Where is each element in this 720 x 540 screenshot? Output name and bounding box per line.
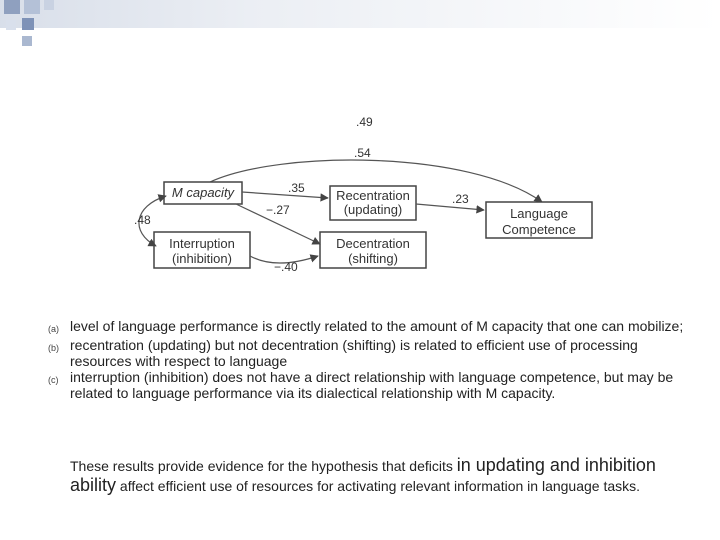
conclusion-paragraph xyxy=(70,456,700,496)
coef-m-interruption: .48 xyxy=(134,213,151,227)
node-m-capacity-label: M capacity xyxy=(171,185,235,200)
node-recentration-label-1: Recentration xyxy=(336,188,410,203)
node-recentration-label-2: (updating) xyxy=(343,202,403,217)
conclusion-text-2: affect efficient use of resources for activating relevant information in language tasks. xyxy=(116,478,641,494)
coef-m-to-decentration: −.27 xyxy=(266,203,290,217)
path-recentration-to-language xyxy=(416,204,484,210)
conclusion-emphasis: in updating and inhibition ability xyxy=(70,455,656,495)
finding-item xyxy=(48,337,688,369)
finding-text: recentration (updating) but not decentration (shifting) is related to efficient use of processing resources with respect to language xyxy=(70,337,638,369)
findings-list xyxy=(48,318,688,401)
node-interruption-label-1: Interruption xyxy=(169,236,235,251)
coef-top-cut: .49 xyxy=(356,115,373,129)
node-decentration-label-2: (shifting) xyxy=(348,251,398,266)
coef-recentration-to-language: .23 xyxy=(452,192,469,206)
finding-text: interruption (inhibition) does not have a direct relationship with language competence, but may be related to language performance via its dialectical relationship with M capacity. xyxy=(70,369,674,401)
coef-m-to-language: .54 xyxy=(354,146,371,160)
finding-marker: (b) xyxy=(48,343,59,353)
node-decentration-label-1: Decentration xyxy=(336,236,410,251)
finding-marker: (c) xyxy=(48,375,59,385)
path-m-to-recentration xyxy=(242,192,328,198)
finding-item xyxy=(48,369,688,401)
finding-marker: (a) xyxy=(48,324,59,334)
coef-m-to-recentration: .35 xyxy=(288,181,305,195)
finding-item xyxy=(48,318,688,337)
node-interruption-label-2: (inhibition) xyxy=(172,251,232,266)
coef-interruption-to-decentration: −.40 xyxy=(274,260,298,274)
finding-text: level of language performance is directly related to the amount of M capacity that one can mobilize; xyxy=(70,318,684,334)
node-language-label-2: Competence xyxy=(502,222,576,237)
node-language-label-1: Language xyxy=(510,206,568,221)
conclusion-text-1: These results provide evidence for the hypothesis that deficits xyxy=(70,458,457,474)
